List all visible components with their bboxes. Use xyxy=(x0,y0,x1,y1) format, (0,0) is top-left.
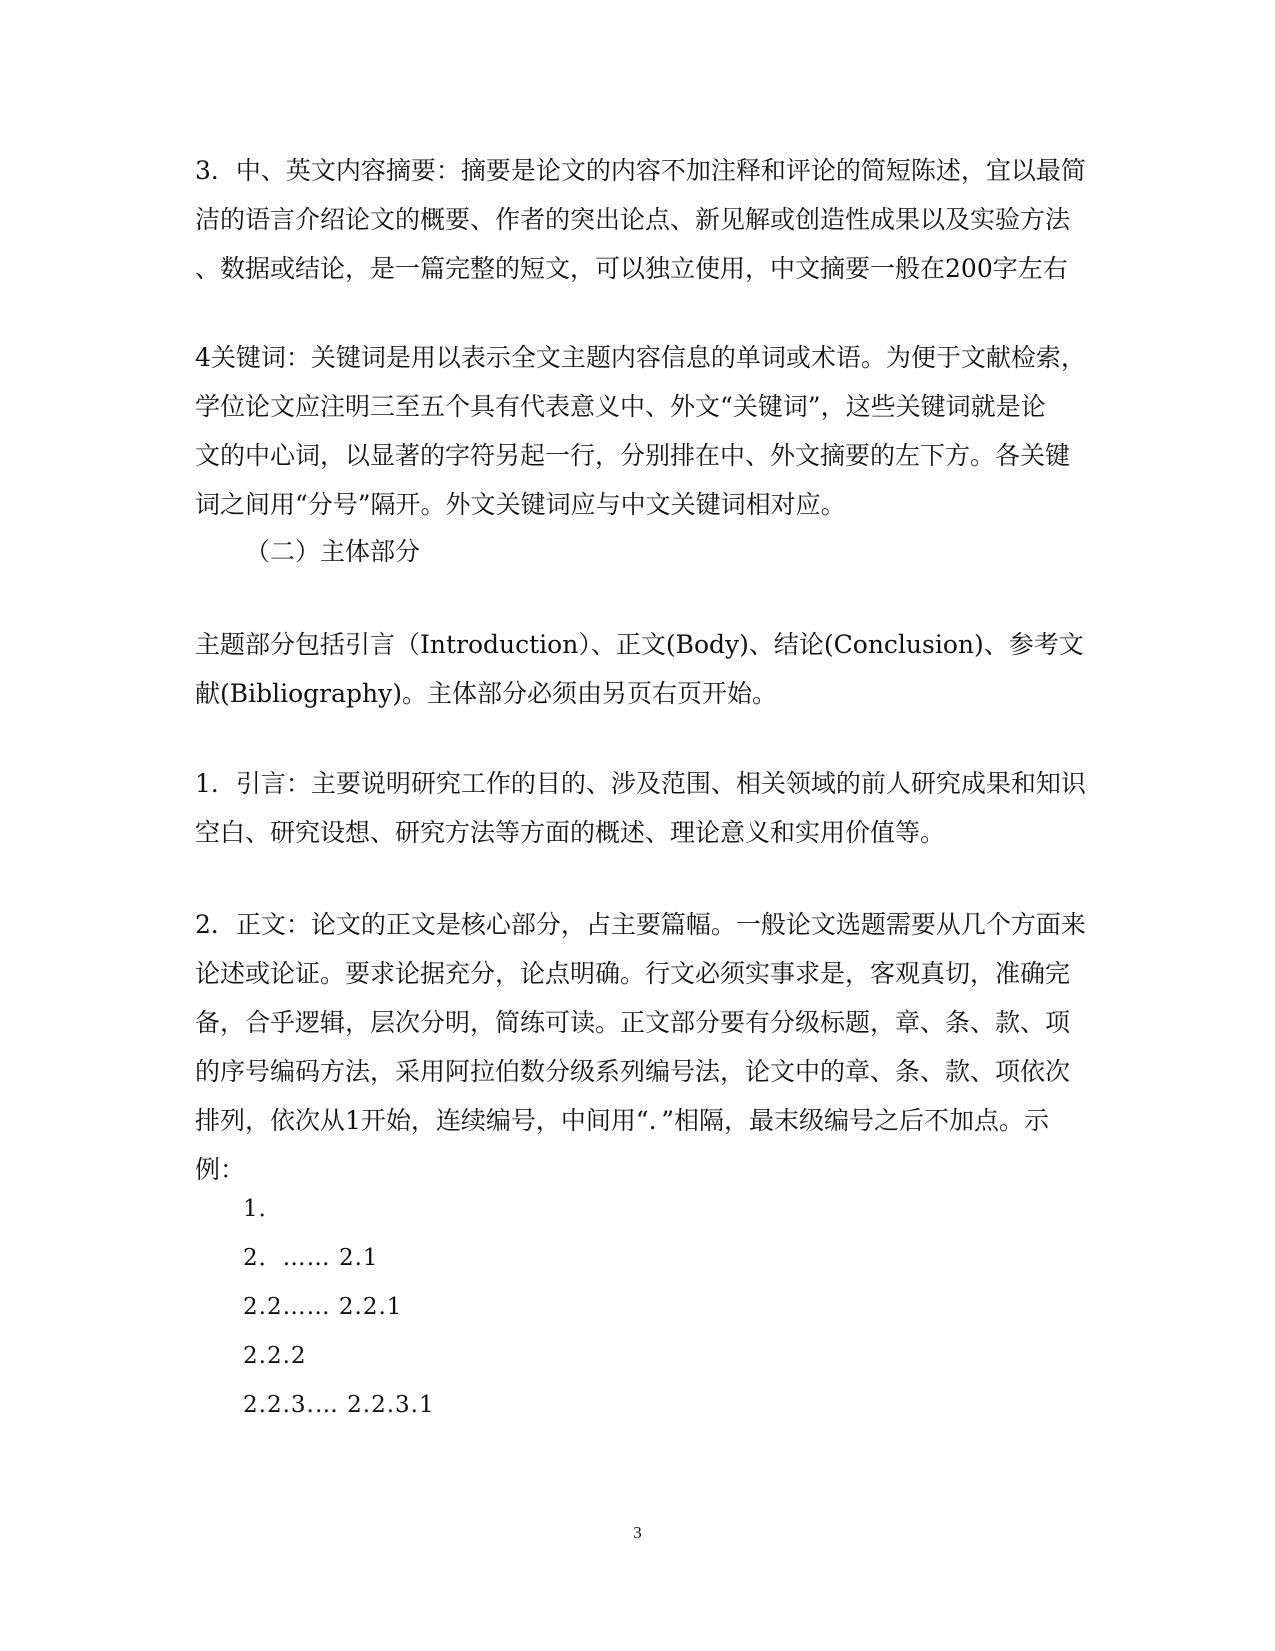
text-line: 献(Bibliography)。主体部分必须由另页右页开始。 xyxy=(195,679,778,708)
page-number: 3 xyxy=(633,1523,642,1542)
text-line: 洁的语言介绍论文的概要、作者的突出论点、新见解或创造性成果以及实验方法 xyxy=(195,205,1071,234)
main-body-intro-paragraph xyxy=(195,620,1085,718)
list-item: 2．…… 2.1 xyxy=(243,1245,379,1271)
text-line: 3．中、英文内容摘要：摘要是论文的内容不加注释和评论的简短陈述，宜以最简 xyxy=(195,156,1086,185)
text-line: 主题部分包括引言（Introduction）、正文(Body)、结论(Conclusion)、参考文 xyxy=(195,630,1084,659)
text-line: 词之间用“分号”隔开。外文关键词应与中文关键词相对应。 xyxy=(195,490,846,519)
text-line: 学位论文应注明三至五个具有代表意义中、外文“关键词”，这些关键词就是论 xyxy=(195,392,1046,421)
list-item: 2.2.3.… 2.2.3.1 xyxy=(243,1392,435,1418)
text-line: 空白、研究设想、研究方法等方面的概述、理论意义和实用价值等。 xyxy=(195,818,946,847)
heading-text: （二）主体部分 xyxy=(245,537,421,566)
text-line: 的序号编码方法，采用阿拉伯数分级系列编号法，论文中的章、条、款、项依次 xyxy=(195,1057,1071,1086)
text-line: 排列，依次从1开始，连续编号，中间用“．”相隔，最末级编号之后不加点。示 xyxy=(195,1106,1049,1135)
abstract-paragraph xyxy=(195,146,1085,293)
numbering-example-list xyxy=(243,1185,435,1430)
keywords-paragraph xyxy=(195,333,1085,529)
list-item: 2.2.2 xyxy=(243,1343,307,1369)
text-line: 文的中心词，以显著的字符另起一行，分别排在中、外文摘要的左下方。各关键 xyxy=(195,441,1071,470)
text-line: 例： xyxy=(195,1155,246,1184)
text-line: 、数据或结论，是一篇完整的短文，可以独立使用，中文摘要一般在200字左右 xyxy=(195,254,1068,283)
text-line: 1．引言：主要说明研究工作的目的、涉及范围、相关领域的前人研究成果和知识 xyxy=(195,769,1086,798)
list-item: 1． xyxy=(243,1196,283,1222)
text-line: 备，合乎逻辑，层次分明，简练可读。正文部分要有分级标题，章、条、款、项 xyxy=(195,1008,1071,1037)
text-line: 4关键词：关键词是用以表示全文主题内容信息的单词或术语。为便于文献检索， xyxy=(195,343,1086,372)
list-item: 2.2…… 2.2.1 xyxy=(243,1294,403,1320)
text-line: 2．正文：论文的正文是核心部分，占主要篇幅。一般论文选题需要从几个方面来 xyxy=(195,910,1086,939)
body-paragraph xyxy=(195,900,1085,1194)
section-heading xyxy=(245,527,1135,576)
text-line: 论述或论证。要求论据充分，论点明确。行文必须实事求是，客观真切，准确完 xyxy=(195,959,1071,988)
introduction-paragraph xyxy=(195,759,1085,857)
